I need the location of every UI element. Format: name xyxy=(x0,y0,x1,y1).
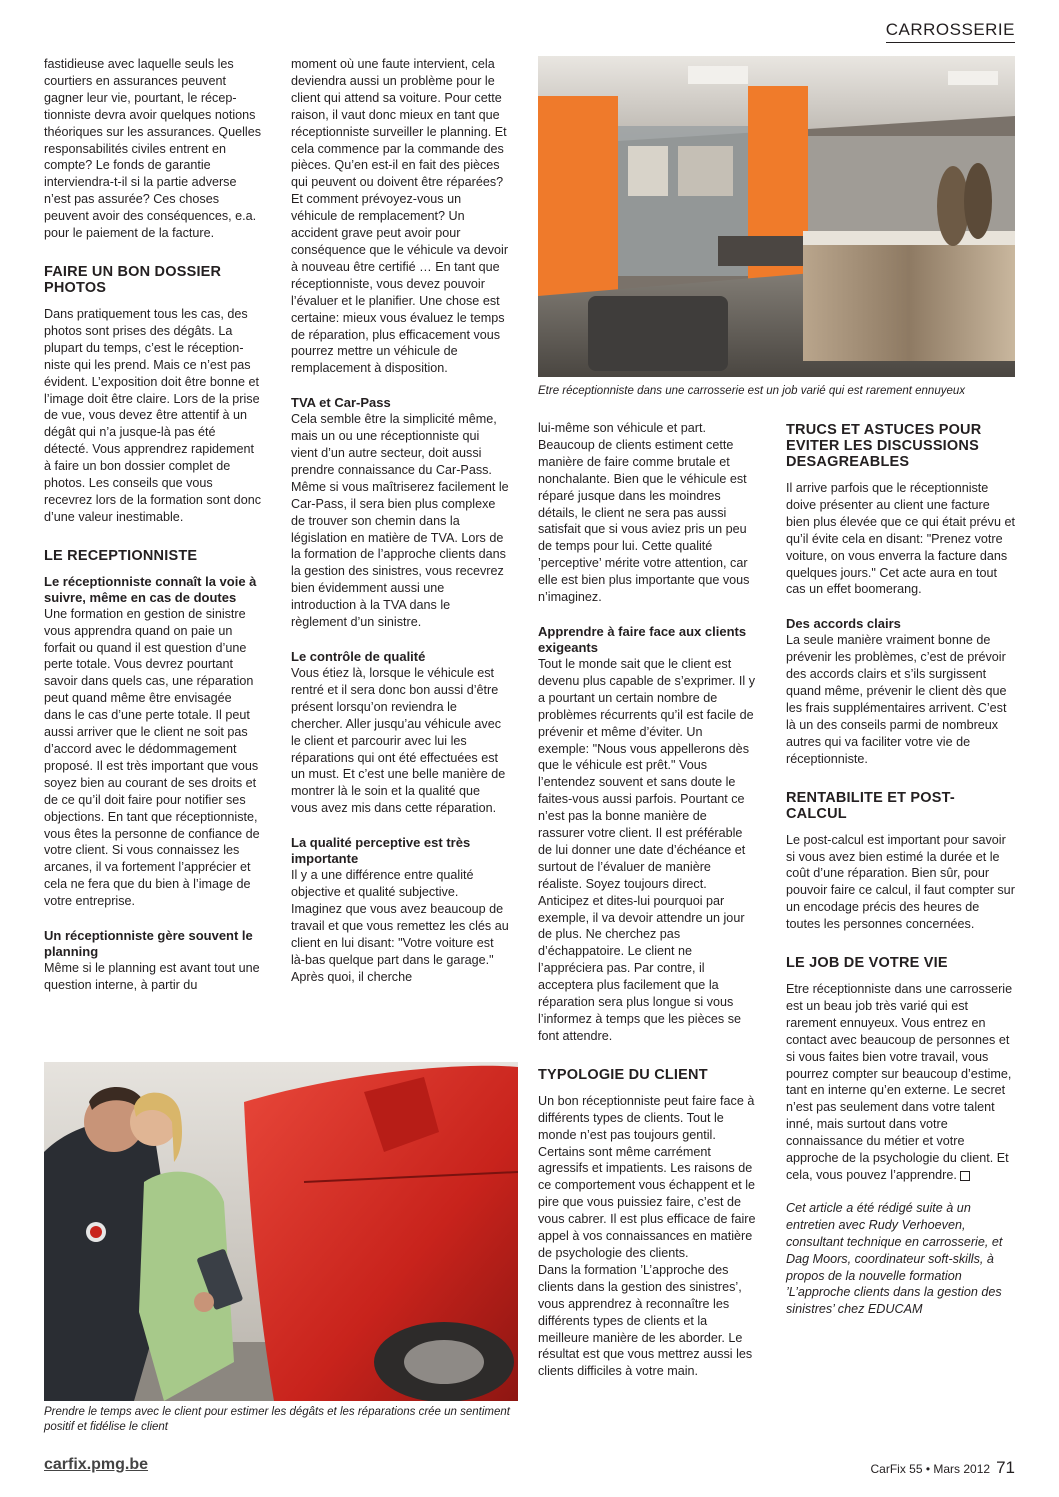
footer-issue: CarFix 55 • Mars 2012 xyxy=(870,1462,991,1476)
article-credit: Cet article a été rédigé suite à un entretien avec Rudy Verhoeven, consultant technique en carrosserie, et Dag Moors, coordinateur soft-skills, à propos de la nouvelle formation ’L’approche clients dans la gestion des sinistres’ chez EDUCAM xyxy=(786,1200,1003,1317)
col2-controle-paragraph: Vous étiez là, lorsque le véhicule est rentré et il sera donc bon aussi d’être présent lorsqu’on reviendra le chercher. Aller jusqu’au véhicule avec le client et parcourir avec lui les réparations qui ont été effectuées est un must. Et c’est une belle manière de montrer là le soin et la qualité que vous avez mis dans cette réparation. xyxy=(291,666,506,816)
subheading-accords: Des accords clairs xyxy=(786,616,901,632)
heading-rentabilite: RENTABILITE ET POST-CALCUL xyxy=(786,789,955,822)
col2-tva-paragraph: Cela semble être la simplicité même, mais un ou une réceptionniste qui vient d’un autre secteur, doit aussi prendre connaissance du Car-Pass. Même si vous maîtriserez facilement le Car-Pass, il sera bien plus complexe de trouver son chemin dans la législation en matière de TVA. Lors de la formation de l’approche clients dans la gestion des sinistres, vous recevrez bien évidemment aussi une introduction à la TVA dans le règlement d’un sinistre. xyxy=(291,412,509,630)
col4-job-paragraph xyxy=(786,981,1015,1184)
col3-exigeants-paragraph: Tout le monde sait que le client est devenu plus capable de s’exprimer. Il y a pourtant un certain nombre de problèmes récurrents qu’il est facile de prévenir et même d’éviter. Un exemple: "Nous vous appellerons dès que le véhicule est prêt." Vous l’entendez souvent et sans doute le faites-vous aussi parfois. Pourtant ce n’est pas la bonne manière de rassurer votre client. Il est préférable de lui donner une date d’échéance et surtout de l’évaluer de manière réaliste. Soyez toujours direct. Anticipez et dites-lui pourquoi par exemple, il va devoir attendre un jour de plus. Ne cherchez pas d’échappatoire. Le client ne l’appréciera pas. Par contre, il acceptera plus facilement que la réparation sera plus longue si vous l’informez à temps que les pièces se font attendre. xyxy=(538,656,756,1043)
col2-continuation-paragraph: moment où une faute intervient, cela deviendra aussi un problème pour le client qui attend sa voiture. Pour cette raison, il vaut donc mieux en tant que réceptionniste surveiller le planning. Et cela commence par la commande des pièces. Qu’en est-il en fait des pièces qui peuvent ou doivent être réparées? Et comment prévoyez-vous un véhicule de remplacement? Un accident grave peut avoir pour conséquence que le véhicule va devoir à nouveau être certifié … En tant que réceptionniste, vous devez pouvoir l’évaluer et le planifier. Une chose est certaine: mieux vous évaluez le temps de réparation, plus efficacement vous pourrez mettre un véhicule de remplacement à disposition. xyxy=(291,57,509,376)
technician-photo-illustration xyxy=(44,1062,518,1401)
page-number: 71 xyxy=(996,1458,1015,1477)
col3-continuation-paragraph: lui-même son véhicule et part. Beaucoup de clients estiment cette manière de faire comme brutale et nonchalante. Bien que le véhicule est réparé jusque dans les moindres détails, le client ne sera pas aussi satisfait que si vous aviez pris un peu de temps pour lui. Cette qualité ’perceptive’ mérite votre attention, car elle est bien plus importante que vous n’imaginez. xyxy=(538,421,750,605)
reception-photo xyxy=(538,56,1015,377)
subheading-perceptive: La qualité perceptive est très importante xyxy=(291,835,471,867)
col1-intro-paragraph: fastidieuse avec laquelle seuls les courtiers en assurances peuvent gagner leur vie, pourtant, le réceptionniste devra avoir quelques notions théoriques sur les assurances. Quelles responsabilités civiles entrent en compte? Le fonds de garantie interviendra-t-il si la partie adverse n’est pas assurée? Ces choses peuvent avoir des conséquences, e.a. pour le paiement de la facture. xyxy=(44,57,262,241)
heading-typologie: TYPOLOGIE DU CLIENT xyxy=(538,1066,708,1083)
col1-voie-paragraph: Une formation en gestion de sinistre vous apprendra quand on paie un forfait ou quand il est question d’une perte totale. Vous devrez pourtant savoir dans quels cas, une réparation peut quand même être envisagée dans le cas d’une perte totale. Il peut aussi arriver que le client ne soit pas d’accord avec le dédommagement proposé. Il est très important que vous soyez bien au courant de ses droits et de ce qu’il doit faire pour notifier ses objections. En tant que réceptionniste, vous êtes la personne de confiance de votre client. Si vous connaissez les arcanes, il va fortement l’apprécier et cela ne fera que du bien à l’image de votre entreprise. xyxy=(44,606,260,909)
subheading-tva: TVA et Car-Pass xyxy=(291,395,391,411)
technician-photo xyxy=(44,1062,518,1401)
col1-photos-paragraph: Dans pratiquement tous les cas, des photos sont prises des dégâts. La plupart du temps, c’est le réceptionniste qui les prend. Mais ce n’est pas évident. L’exposition doit être bonne et l’image doit être claire. Lors de la prise de vue, vous devez être attentif à un dégât qui n’a jusque-là pas été détecté. Vous apprendrez rapidement à faire un bon dossier complet de photos. Les conseils que vous recevrez lors de la formation sont donc d’une valeur inestimable. xyxy=(44,306,261,524)
col3-typologie-paragraph: Un bon réceptionniste peut faire face à différents types de clients. Tout le monde n’est pas toujours gentil. Certains sont même carrément agressifs et impatients. Les raisons de ce comportement vous échappent et le pire que vous puissiez faire, c’est de vous cabrer. Il est plus efficace de faire appel à vos connaissances en matière de psychologie des clients. xyxy=(538,1093,756,1260)
col4-job-text: Etre réceptionniste dans une carrosserie est un beau job très varié qui est rarement ennuyeux. Vous entrez en contact avec beaucoup de personnes et si vous faites bien votre travail, vous pourrez compter sur beaucoup d’estime, tant en interne qu’en externe. Le secret n’est pas seulement dans votre talent inné, mais surtout dans votre connaissance du métier et votre approche de la psychologie du client. Et cela, vous pouvez l’apprendre. xyxy=(786,982,1013,1182)
col3-formation-paragraph: Dans la formation ’L’approche des clients dans la gestion des sinistres’, vous apprendrez à reconnaître les différents types de clients et la meilleure manière de les aborder. Le résultat est que vous mettrez aussi les clients difficiles à votre main. xyxy=(538,1262,753,1379)
bottom-photo-caption: Prendre le temps avec le client pour estimer les dégâts et les réparations crée un sentiment positif et fidélise le client xyxy=(44,1406,510,1433)
col4-trucs-paragraph: Il arrive parfois que le réceptionniste doive présenter au client une facture bien plus élevée que ce qui était prévu et qu’il évite cela en disant: "Prenez votre voiture, on vous enverra la facture dans quelques jours." Cet acte aura en tout cas un effet boomerang. xyxy=(786,481,1015,597)
top-photo-caption: Etre réceptionniste dans une carrosserie est un job varié qui est rarement ennuyeux xyxy=(538,385,966,397)
heading-dossier-photos: FAIRE UN BON DOSSIER PHOTOS xyxy=(44,263,222,296)
heading-job: LE JOB DE VOTRE VIE xyxy=(786,955,948,972)
column-4 xyxy=(786,420,1015,1318)
col4-rentabilite-paragraph: Le post-calcul est important pour savoir si vous avez bien estimé la durée et le coût d’une réparation. Bien sûr, pour pouvoir faire ce calcul, il faut compter sur un encodage précis des heures de toutes les personnes concernées. xyxy=(786,832,1015,932)
subheading-controle: Le contrôle de qualité xyxy=(291,649,426,664)
end-of-article-icon xyxy=(960,1171,970,1181)
footer-website: carfix.pmg.be xyxy=(44,1456,149,1473)
subheading-exigeants: Apprendre à faire face aux clients exigeants xyxy=(538,623,747,655)
col4-accords-paragraph: La seule manière vraiment bonne de prévenir les problèmes, c’est de prévoir des accords clairs et s’ils surgissent quand même, prévenir le client dès que les frais supplémentaires arrivent. C’est là un des conseils parmi de nombreux autres qui va faciliter votre vie de réceptionniste. xyxy=(786,633,1007,766)
footer-issue-info xyxy=(871,1458,1016,1478)
heading-receptionniste: LE RECEPTIONNISTE xyxy=(44,547,198,564)
col2-perceptive-paragraph: Il y a une différence entre qualité objective et qualité subjective. Imaginez que vous avez beaucoup de travail et que vous remettez les clés au client en lui disant: "Votre voiture est là-bas quelque part dans le garage." Après quoi, il cherche xyxy=(291,868,509,984)
heading-trucs-astuces: TRUCS ET ASTUCES POUR EVITER LES DISCUSSIONS DESAGREABLES xyxy=(786,422,982,470)
column-3 xyxy=(538,420,756,1380)
subheading-voie: Le réceptionniste connaît la voie à suivre, même en cas de doutes xyxy=(44,573,257,605)
subheading-planning: Un réceptionniste gère souvent le planning xyxy=(44,928,253,960)
section-label: CARROSSERIE xyxy=(886,20,1015,43)
column-2 xyxy=(291,56,509,986)
col1-planning-paragraph: Même si le planning est avant tout une question interne, à partir du xyxy=(44,961,260,992)
reception-photo-illustration xyxy=(538,56,1015,377)
column-1 xyxy=(44,56,262,994)
